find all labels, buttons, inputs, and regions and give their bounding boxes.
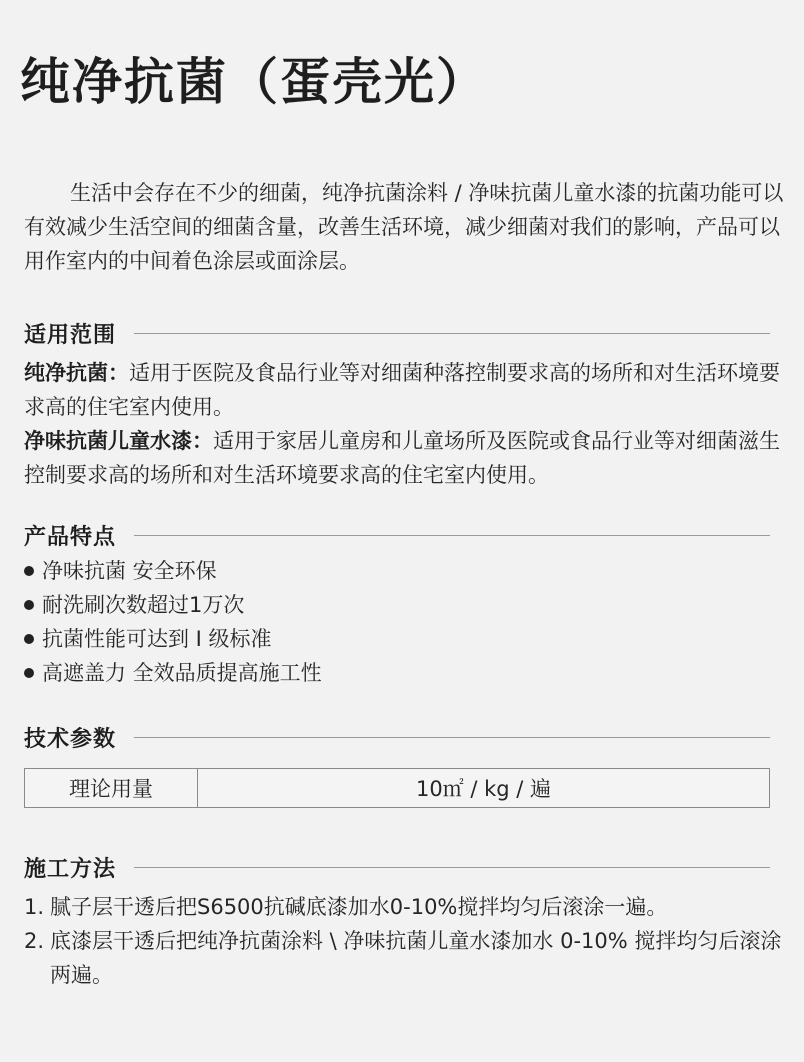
table-cell-key: 理论用量: [25, 769, 198, 807]
feature-text: 耐洗刷次数超过1万次: [42, 593, 245, 617]
specs-heading: 技术参数: [24, 726, 117, 752]
feature-text: 净味抗菌 安全环保: [42, 559, 217, 583]
features-heading: 产品特点: [24, 524, 117, 550]
features-section-header: [24, 520, 770, 550]
scope-item-pure: [24, 356, 794, 424]
table-cell-value: 10㎡ / kg / 遍: [415, 777, 552, 801]
bullet-icon: [24, 668, 34, 678]
bullet-icon: [24, 600, 34, 610]
step-text: 底漆层干透后把纯净抗菌涂料 \ 净味抗菌儿童水漆加水 0-10% 搅拌均匀后滚涂两遍。: [50, 929, 782, 987]
step-number: 2.: [24, 929, 45, 953]
specs-section-header: [24, 722, 770, 752]
section-divider: [134, 737, 770, 738]
scope-item-text: 适用于医院及食品行业等对细菌种落控制要求高的场所和对生活环境要求高的住宅室内使用。: [24, 361, 780, 419]
scope-item-text: 适用于家居儿童房和儿童场所及医院或食品行业等对细菌滋生控制要求高的场所和对生活环境要求高的住宅室内使用。: [24, 429, 780, 487]
list-item: [24, 656, 322, 690]
method-heading: 施工方法: [24, 856, 117, 882]
method-steps: [24, 890, 794, 992]
feature-text: 高遮盖力 全效品质提高施工性: [42, 661, 322, 685]
page-title: 纯净抗菌（蛋壳光）: [20, 53, 488, 111]
section-divider: [134, 867, 770, 868]
step-text: 腻子层干透后把S6500抗碱底漆加水0-10%搅拌均匀后滚涂一遍。: [50, 895, 668, 919]
scope-item-kids: [24, 424, 794, 492]
scope-item-name: 纯净抗菌：: [24, 361, 129, 385]
section-divider: [134, 333, 770, 334]
scope-section-header: [24, 318, 770, 348]
feature-text: 抗菌性能可达到 Ⅰ 级标准: [42, 627, 272, 651]
intro-paragraph: 生活中会存在不少的细菌，纯净抗菌涂料 / 净味抗菌儿童水漆的抗菌功能可以有效减少生活空间的细菌含量，改善生活环境，减少细菌对我们的影响，产品可以用作室内的中间着色涂层或面涂层。: [24, 181, 784, 273]
specs-table: [24, 768, 770, 808]
method-section-header: [24, 852, 770, 882]
scope-item-name: 净味抗菌儿童水漆：: [24, 429, 213, 453]
scope-heading: 适用范围: [24, 322, 117, 348]
list-item: [24, 890, 794, 924]
features-list: [24, 554, 322, 690]
bullet-icon: [24, 566, 34, 576]
bullet-icon: [24, 634, 34, 644]
list-item: [24, 622, 322, 656]
list-item: [24, 588, 322, 622]
list-item: [24, 924, 794, 992]
list-item: [24, 554, 322, 588]
section-divider: [134, 535, 770, 536]
step-number: 1.: [24, 895, 45, 919]
